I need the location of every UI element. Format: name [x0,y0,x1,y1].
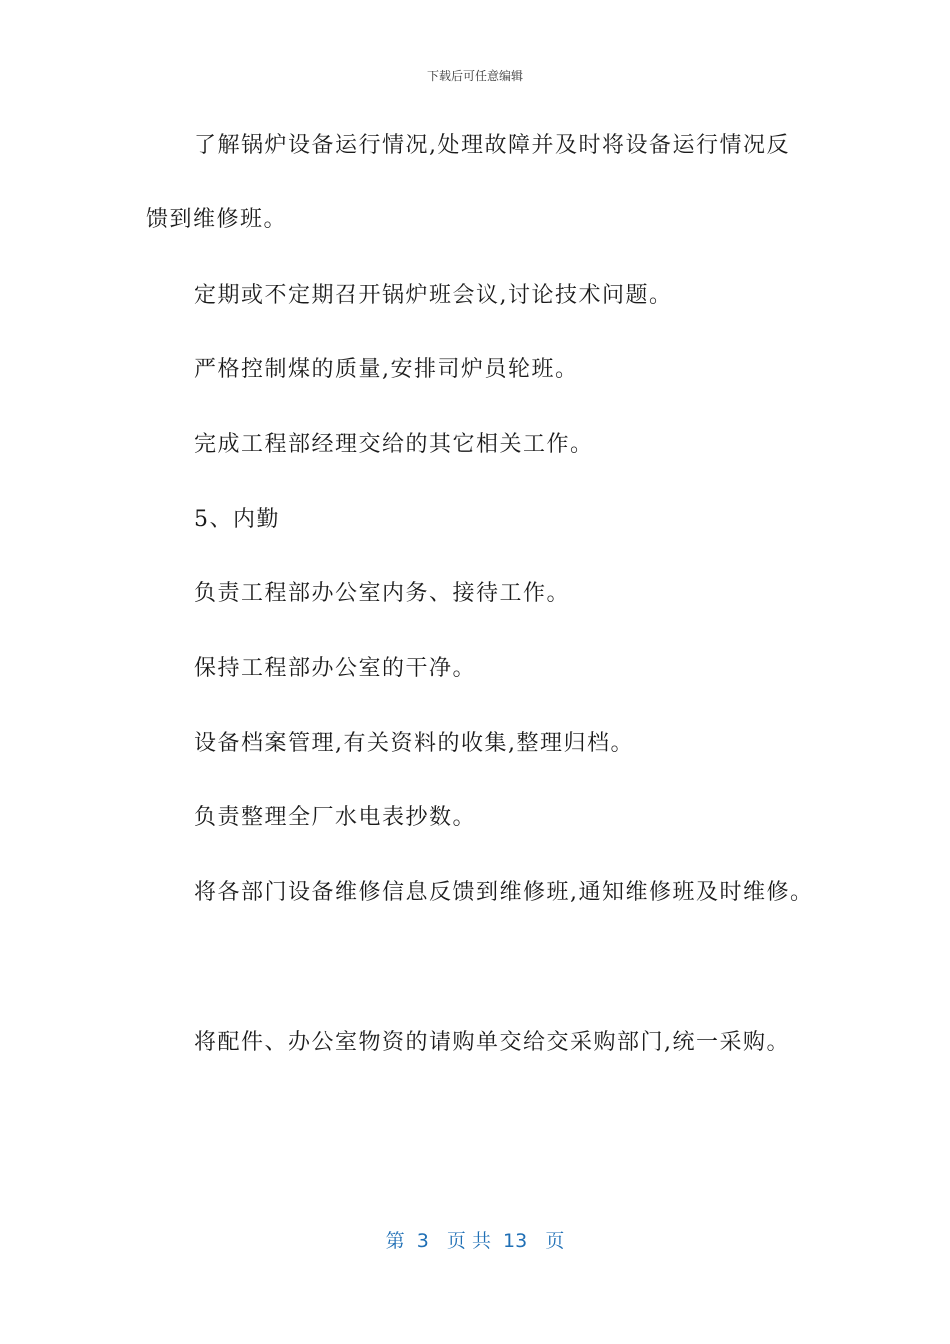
paragraph-line: 负责工程部办公室内务、接待工作。 [194,581,571,606]
paragraph-line: 了解锅炉设备运行情况,处理故障并及时将设备运行情况反 [194,133,790,158]
page-number: 第 3 页 共 13 页 [385,1230,565,1252]
header-note: 下载后可任意编辑 [426,69,523,83]
paragraph-line: 严格控制煤的质量,安排司炉员轮班。 [194,357,579,382]
paragraph-line: 将配件、办公室物资的请购单交给交采购部门,统一采购。 [194,1030,790,1055]
paragraph-line: 馈到维修班。 [146,207,288,232]
paragraph-line: 定期或不定期召开锅炉班会议,讨论技术问题。 [194,283,673,308]
paragraph-line: 完成工程部经理交给的其它相关工作。 [194,432,594,457]
section-heading: 5、内勤 [194,507,280,532]
paragraph-line: 负责整理全厂水电表抄数。 [194,805,477,830]
paragraph-line: 保持工程部办公室的干净。 [194,656,477,681]
paragraph-line: 设备档案管理,有关资料的收集,整理归档。 [194,731,634,756]
paragraph-line: 将各部门设备维修信息反馈到维修班,通知维修班及时维修。 [194,880,814,905]
